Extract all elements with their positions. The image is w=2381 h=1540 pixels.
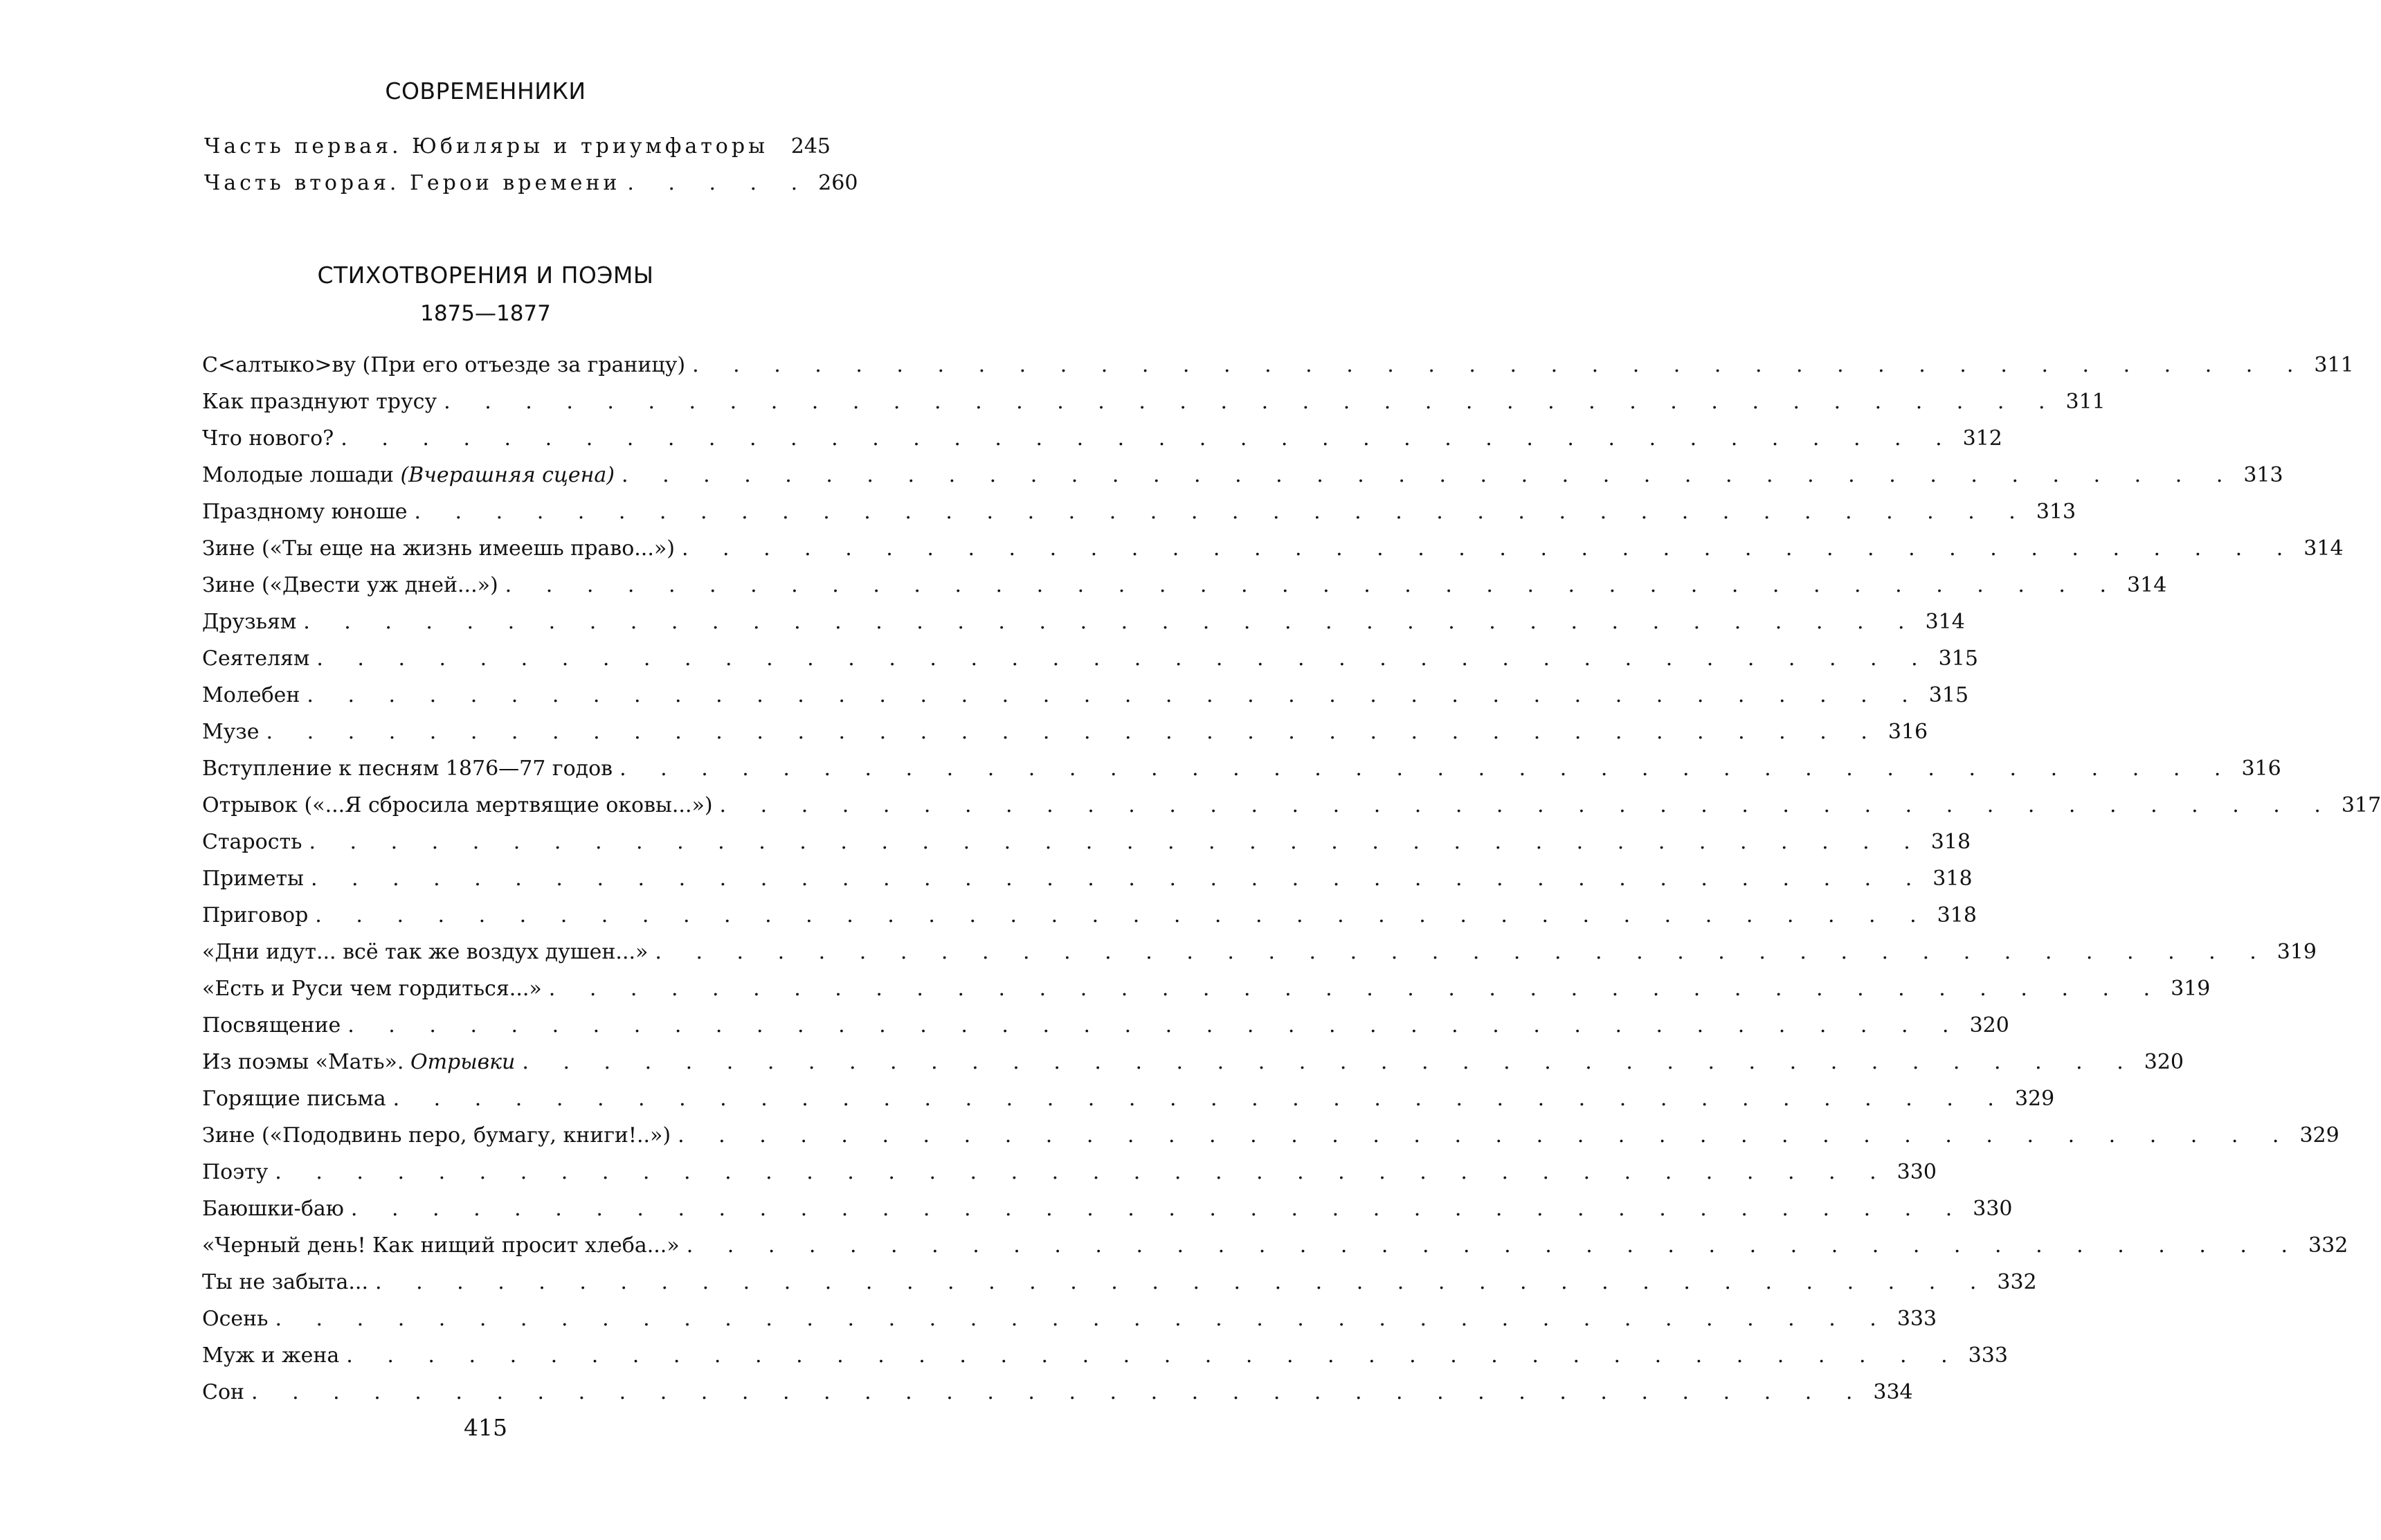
toc-entry-title-text: «Есть и Руси чем гордиться...» xyxy=(202,977,542,1001)
toc-entry-page: 314 xyxy=(2303,536,2344,561)
toc-entry-page: 318 xyxy=(1937,903,1977,927)
toc-entry-page: 318 xyxy=(1932,867,1973,891)
toc-entry-title xyxy=(202,787,713,824)
toc-entry-page: 333 xyxy=(1968,1343,2008,1368)
toc-entry[interactable] xyxy=(202,714,1928,750)
toc-entry-title-text: Ты не забыта... xyxy=(202,1270,368,1294)
toc-entry-title xyxy=(202,824,302,860)
toc-entry[interactable] xyxy=(202,750,2281,787)
toc-entry[interactable] xyxy=(202,493,2076,530)
section-title-contemporaries: СОВРЕМЕННИКИ xyxy=(385,78,586,105)
toc-entry-title xyxy=(202,860,304,897)
toc-entry-title xyxy=(202,640,309,677)
toc-entry[interactable] xyxy=(202,640,1978,677)
toc-entry-page: 330 xyxy=(1973,1197,2013,1221)
toc-entry-leader: . . . . . . . . . . . . . . . . . . . . . . . . . . . . . . . . . . . . . . . . xyxy=(392,1087,2008,1111)
toc-entry-leader: . . . . . . . . . . . . . . . . . . . . . . . . . . . . . . . . . . . . . . . . xyxy=(375,1270,1991,1294)
section-title-poems: СТИХОТВОРЕНИЯ И ПОЭМЫ xyxy=(317,262,654,289)
toc-entry-title xyxy=(202,1007,341,1044)
toc-entry-leader: . . . . . . . . . . . . . . . . . . . . . . . . . . . . . . . . . . . . . . . . xyxy=(678,1123,2293,1148)
toc-entry-title-text: Старость xyxy=(202,830,302,854)
toc-entry-title-text: Сон xyxy=(202,1380,245,1404)
toc-entry-title xyxy=(202,714,260,750)
toc-entry[interactable] xyxy=(202,1374,1913,1411)
toc-entry-title xyxy=(202,970,542,1007)
toc-entry[interactable] xyxy=(202,1044,2184,1080)
toc-entry-title: Часть вторая. Герои времени xyxy=(204,171,621,195)
toc-entry-title-text: Зине («Двести уж дней...») xyxy=(202,573,498,597)
toc-entry-title xyxy=(202,1337,339,1374)
toc-entry[interactable] xyxy=(204,165,858,201)
toc-entry-title xyxy=(202,493,407,530)
toc-entry-title xyxy=(202,1154,268,1190)
toc-entry-title-text: Музе xyxy=(202,720,260,744)
toc-entry-leader: . . . . . . . . . . . . . . . . . . . . . . . . . . . . . . . . . . . . . . . . xyxy=(316,646,1932,671)
toc-entry[interactable] xyxy=(202,1007,2009,1044)
toc-entry-leader: . . . . . . . . . . . . . . . . . . . . . . . . . . . . . . . . . . . . . . . . xyxy=(307,683,1922,707)
toc-entry-title xyxy=(202,1227,680,1264)
toc-entry[interactable] xyxy=(202,1117,2339,1154)
toc-entry[interactable] xyxy=(202,934,2317,970)
toc-entry-page: 317 xyxy=(2341,793,2381,817)
toc-entry-title xyxy=(202,420,334,457)
toc-entry-page: 316 xyxy=(1887,720,1928,744)
toc-entry-title-text: Что нового? xyxy=(202,426,334,451)
toc-entry-title xyxy=(202,677,300,714)
toc-entry-title-text: Поэту xyxy=(202,1160,269,1184)
toc-entry-title xyxy=(202,934,648,970)
toc-entry-page: 319 xyxy=(2276,940,2317,964)
toc-entry-leader: . . . . . . . . . . . . . . . . . . . . . . . . . . . . . . . . . . . . . . . . xyxy=(341,426,1956,451)
toc-entry-page: 319 xyxy=(2171,977,2211,1001)
toc-entry-title-text: Как празднуют трусу xyxy=(202,390,437,414)
section-years: 1875—1877 xyxy=(420,301,551,326)
toc-entry-title-text: Горящие письма xyxy=(202,1087,386,1111)
toc-entry-page: 315 xyxy=(1928,683,1969,707)
toc-entry-leader: . . . . . . . . . . . . . . . . . . . . . . . . . . . . . . . . . . . . . . . . xyxy=(346,1343,1962,1368)
toc-entry-leader: . . . . . . . . . . . . . . . . . . . . . . . . . . . . . . . . . . . . . . . . xyxy=(655,940,2270,964)
toc-entry-leader: . . . . . . . . . . . . . . . . . . . . . . . . . . . . . . . . . . . . . . . . xyxy=(414,500,2029,524)
toc-entry-title xyxy=(202,457,615,493)
toc-entry-leader: . . . . . . . . . . . . . . . . . . . . . . . . . . . . . . . . . . . . . . . . xyxy=(315,903,1930,927)
toc-entry[interactable] xyxy=(202,1264,2037,1301)
toc-entry[interactable] xyxy=(202,970,2211,1007)
toc-entry-title xyxy=(202,1374,244,1411)
toc-entry-page: 314 xyxy=(1925,610,1965,634)
toc-entry-title xyxy=(202,750,613,787)
toc-entry-title xyxy=(202,897,308,934)
toc-entry-page: 312 xyxy=(1962,426,2002,451)
toc-entry-leader: . . . . . xyxy=(627,171,812,195)
toc-contemporaries xyxy=(204,128,858,201)
toc-entry-page: 318 xyxy=(1930,830,1971,854)
toc-entry[interactable] xyxy=(202,1190,2013,1227)
toc-entry-title xyxy=(202,1190,344,1227)
toc-entry-page: 314 xyxy=(2127,573,2167,597)
toc-entry-title-text: Молодые лошади xyxy=(202,463,394,487)
toc-entry-title-text: Вступление к песням 1876—77 годов xyxy=(202,757,613,781)
toc-entry-leader: . . . . . . . . . . . . . . . . . . . . . . . . . . . . . . . . . . . . . . . . xyxy=(275,1160,1890,1184)
toc-entry-title xyxy=(202,604,296,640)
toc-poems xyxy=(202,347,2381,1411)
toc-entry-page: 332 xyxy=(2308,1233,2348,1258)
toc-entry-title xyxy=(202,1264,368,1301)
toc-entry-leader: . . . . . . . . . . . . . . . . . . . . . . . . . . . . . . . . . . . . . . . . xyxy=(719,793,2335,817)
toc-entry-title-text: Праздному юноше xyxy=(202,500,408,524)
toc-entry-title-text: Посвящение xyxy=(202,1013,341,1038)
toc-entry-leader: . . . . . . . . . . . . . . . . . . . . . . . . . . . . . . . . . . . . . . . . xyxy=(505,573,2121,597)
toc-entry-page: 316 xyxy=(2241,757,2281,781)
toc-entry-page: 260 xyxy=(818,171,858,195)
toc-entry-page: 332 xyxy=(1997,1270,2037,1294)
toc-entry-leader: . . . . . . . . . . . . . . . . . . . . . . . . . . . . . . . . . . . . . . . . xyxy=(350,1197,1966,1221)
toc-entry[interactable] xyxy=(202,457,2283,493)
toc-entry-leader: . . . . . . . . . . . . . . . . . . . . . . . . . . . . . . . . . . . . . . . . xyxy=(548,977,2164,1001)
toc-entry-title-text: С<алтыко>ву (При его отъезде за границу) xyxy=(202,353,686,377)
toc-entry-page: 329 xyxy=(2014,1087,2055,1111)
toc-entry-title xyxy=(202,383,437,420)
toc-entry-title-text: Осень xyxy=(202,1307,269,1331)
toc-entry-page: 330 xyxy=(1896,1160,1937,1184)
toc-entry-title-text: Зине («Пододвинь перо, бумагу, книги!..») xyxy=(202,1123,671,1148)
toc-entry-title xyxy=(202,1080,386,1117)
toc-entry-subtitle: (Вчерашняя сцена) xyxy=(400,463,615,487)
toc-entry[interactable] xyxy=(202,383,2106,420)
toc-entry[interactable] xyxy=(202,1080,2055,1117)
toc-entry-leader: . . . . . . . . . . . . . . . . . . . . . . . . . . . . . . . . . . . . . . . . xyxy=(275,1307,1890,1331)
toc-entry[interactable] xyxy=(202,567,2167,604)
toc-entry-leader: . . . . . . . . . . . . . . . . . . . . . . . . . . . . . . . . . . . . . . . . xyxy=(686,1233,2302,1258)
toc-entry[interactable] xyxy=(202,420,2002,457)
page-number: 415 xyxy=(464,1414,507,1441)
toc-entry-page: 311 xyxy=(2065,390,2106,414)
toc-entry-title xyxy=(202,1117,671,1154)
toc-entry[interactable] xyxy=(202,1337,2008,1374)
toc-entry[interactable] xyxy=(202,604,1965,640)
toc-entry[interactable] xyxy=(202,530,2344,567)
toc-entry-subtitle: Отрывки xyxy=(410,1050,516,1074)
toc-entry-leader: . . . . . . . . . . . . . . . . . . . . . . . . . . . . . . . . . . . . . . . . xyxy=(444,390,2059,414)
toc-entry-page: 313 xyxy=(2036,500,2076,524)
toc-entry-page: 320 xyxy=(2144,1050,2184,1074)
toc-entry[interactable] xyxy=(202,787,2381,824)
toc-entry-leader: . . . . . . . . . . . . . . . . . . . . . . . . . . . . . . . . . . . . . . . . xyxy=(266,720,1881,744)
toc-entry-title-text: Муж и жена xyxy=(202,1343,340,1368)
toc-entry-page: 334 xyxy=(1873,1380,1913,1404)
toc-entry-page: 329 xyxy=(2299,1123,2339,1148)
toc-entry[interactable] xyxy=(202,860,1973,897)
toc-entry-title xyxy=(202,1301,268,1337)
toc-entry[interactable] xyxy=(202,1154,1937,1190)
toc-entry-leader: . . . . . . . . . . . . . . . . . . . . . . . . . . . . . . . . . . . . . . . . xyxy=(522,1050,2137,1074)
toc-entry-title-text: Приметы xyxy=(202,867,304,891)
toc-entry-title xyxy=(202,530,675,567)
toc-entry-leader: . . . . . . . . . . . . . . . . . . . . . . . . . . . . . . . . . . . . . . . . xyxy=(619,757,2235,781)
toc-entry-title-text: Приговор xyxy=(202,903,309,927)
toc-entry-page: 320 xyxy=(1969,1013,2009,1038)
toc-entry-title: Часть первая. Юбиляры и триумфаторы xyxy=(204,134,768,158)
toc-entry[interactable] xyxy=(202,677,1969,714)
toc-entry-leader: . . . . . . . . . . . . . . . . . . . . . . . . . . . . . . . . . . . . . . . . xyxy=(303,610,1919,634)
toc-entry-leader: . . . . . . . . . . . . . . . . . . . . . . . . . . . . . . . . . . . . . . . . xyxy=(251,1380,1867,1404)
toc-entry-title-text: Молебен xyxy=(202,683,300,707)
toc-entry[interactable] xyxy=(202,897,1977,934)
toc-entry-page: 315 xyxy=(1938,646,1978,671)
toc-entry-title-text: Зине («Ты еще на жизнь имеешь право...») xyxy=(202,536,675,561)
toc-entry-leader: . . . . . . . . . . . . . . . . . . . . . . . . . . . . . . . . . . . . . . . . xyxy=(622,463,2237,487)
toc-entry-title-text: «Черный день! Как нищий просит хлеба...» xyxy=(202,1233,680,1258)
toc-entry-title-text: Друзьям xyxy=(202,610,297,634)
toc-entry-leader: . . . . . . . . . . . . . . . . . . . . . . . . . . . . . . . . . . . . . . . . xyxy=(347,1013,1963,1038)
toc-entry-leader: . . . . . . . . . . . . . . . . . . . . . . . . . . . . . . . . . . . . . . . . xyxy=(309,830,1924,854)
toc-entry-page: 245 xyxy=(790,134,831,158)
toc-entry-title xyxy=(202,567,498,604)
toc-entry[interactable] xyxy=(202,347,2354,383)
toc-entry-title-text: Отрывок («...Я сбросила мертвящие оковы...») xyxy=(202,793,713,817)
toc-entry-title xyxy=(202,347,685,383)
toc-entry-title xyxy=(202,1044,515,1080)
toc-entry[interactable] xyxy=(204,128,831,165)
toc-entry[interactable] xyxy=(202,824,1971,860)
toc-entry-title-text: «Дни идут... всё так же воздух душен...» xyxy=(202,940,649,964)
toc-entry-page: 313 xyxy=(2243,463,2283,487)
toc-entry-title-text: Сеятелям xyxy=(202,646,310,671)
toc-entry-leader: . . . . . . . . . . . . . . . . . . . . . . . . . . . . . . . . . . . . . . . . xyxy=(681,536,2297,561)
toc-entry-leader: . . . . . . . . . . . . . . . . . . . . . . . . . . . . . . . . . . . . . . . . xyxy=(692,353,2308,377)
toc-entry-title-text: Из поэмы «Мать». xyxy=(202,1050,404,1074)
toc-entry-page: 311 xyxy=(2314,353,2354,377)
toc-entry[interactable] xyxy=(202,1227,2348,1264)
toc-entry-title-text: Баюшки-баю xyxy=(202,1197,344,1221)
toc-entry-page: 333 xyxy=(1896,1307,1937,1331)
toc-entry-leader: . . . . . . . . . . . . . . . . . . . . . . . . . . . . . . . . . . . . . . . . xyxy=(310,867,1926,891)
toc-entry[interactable] xyxy=(202,1301,1937,1337)
